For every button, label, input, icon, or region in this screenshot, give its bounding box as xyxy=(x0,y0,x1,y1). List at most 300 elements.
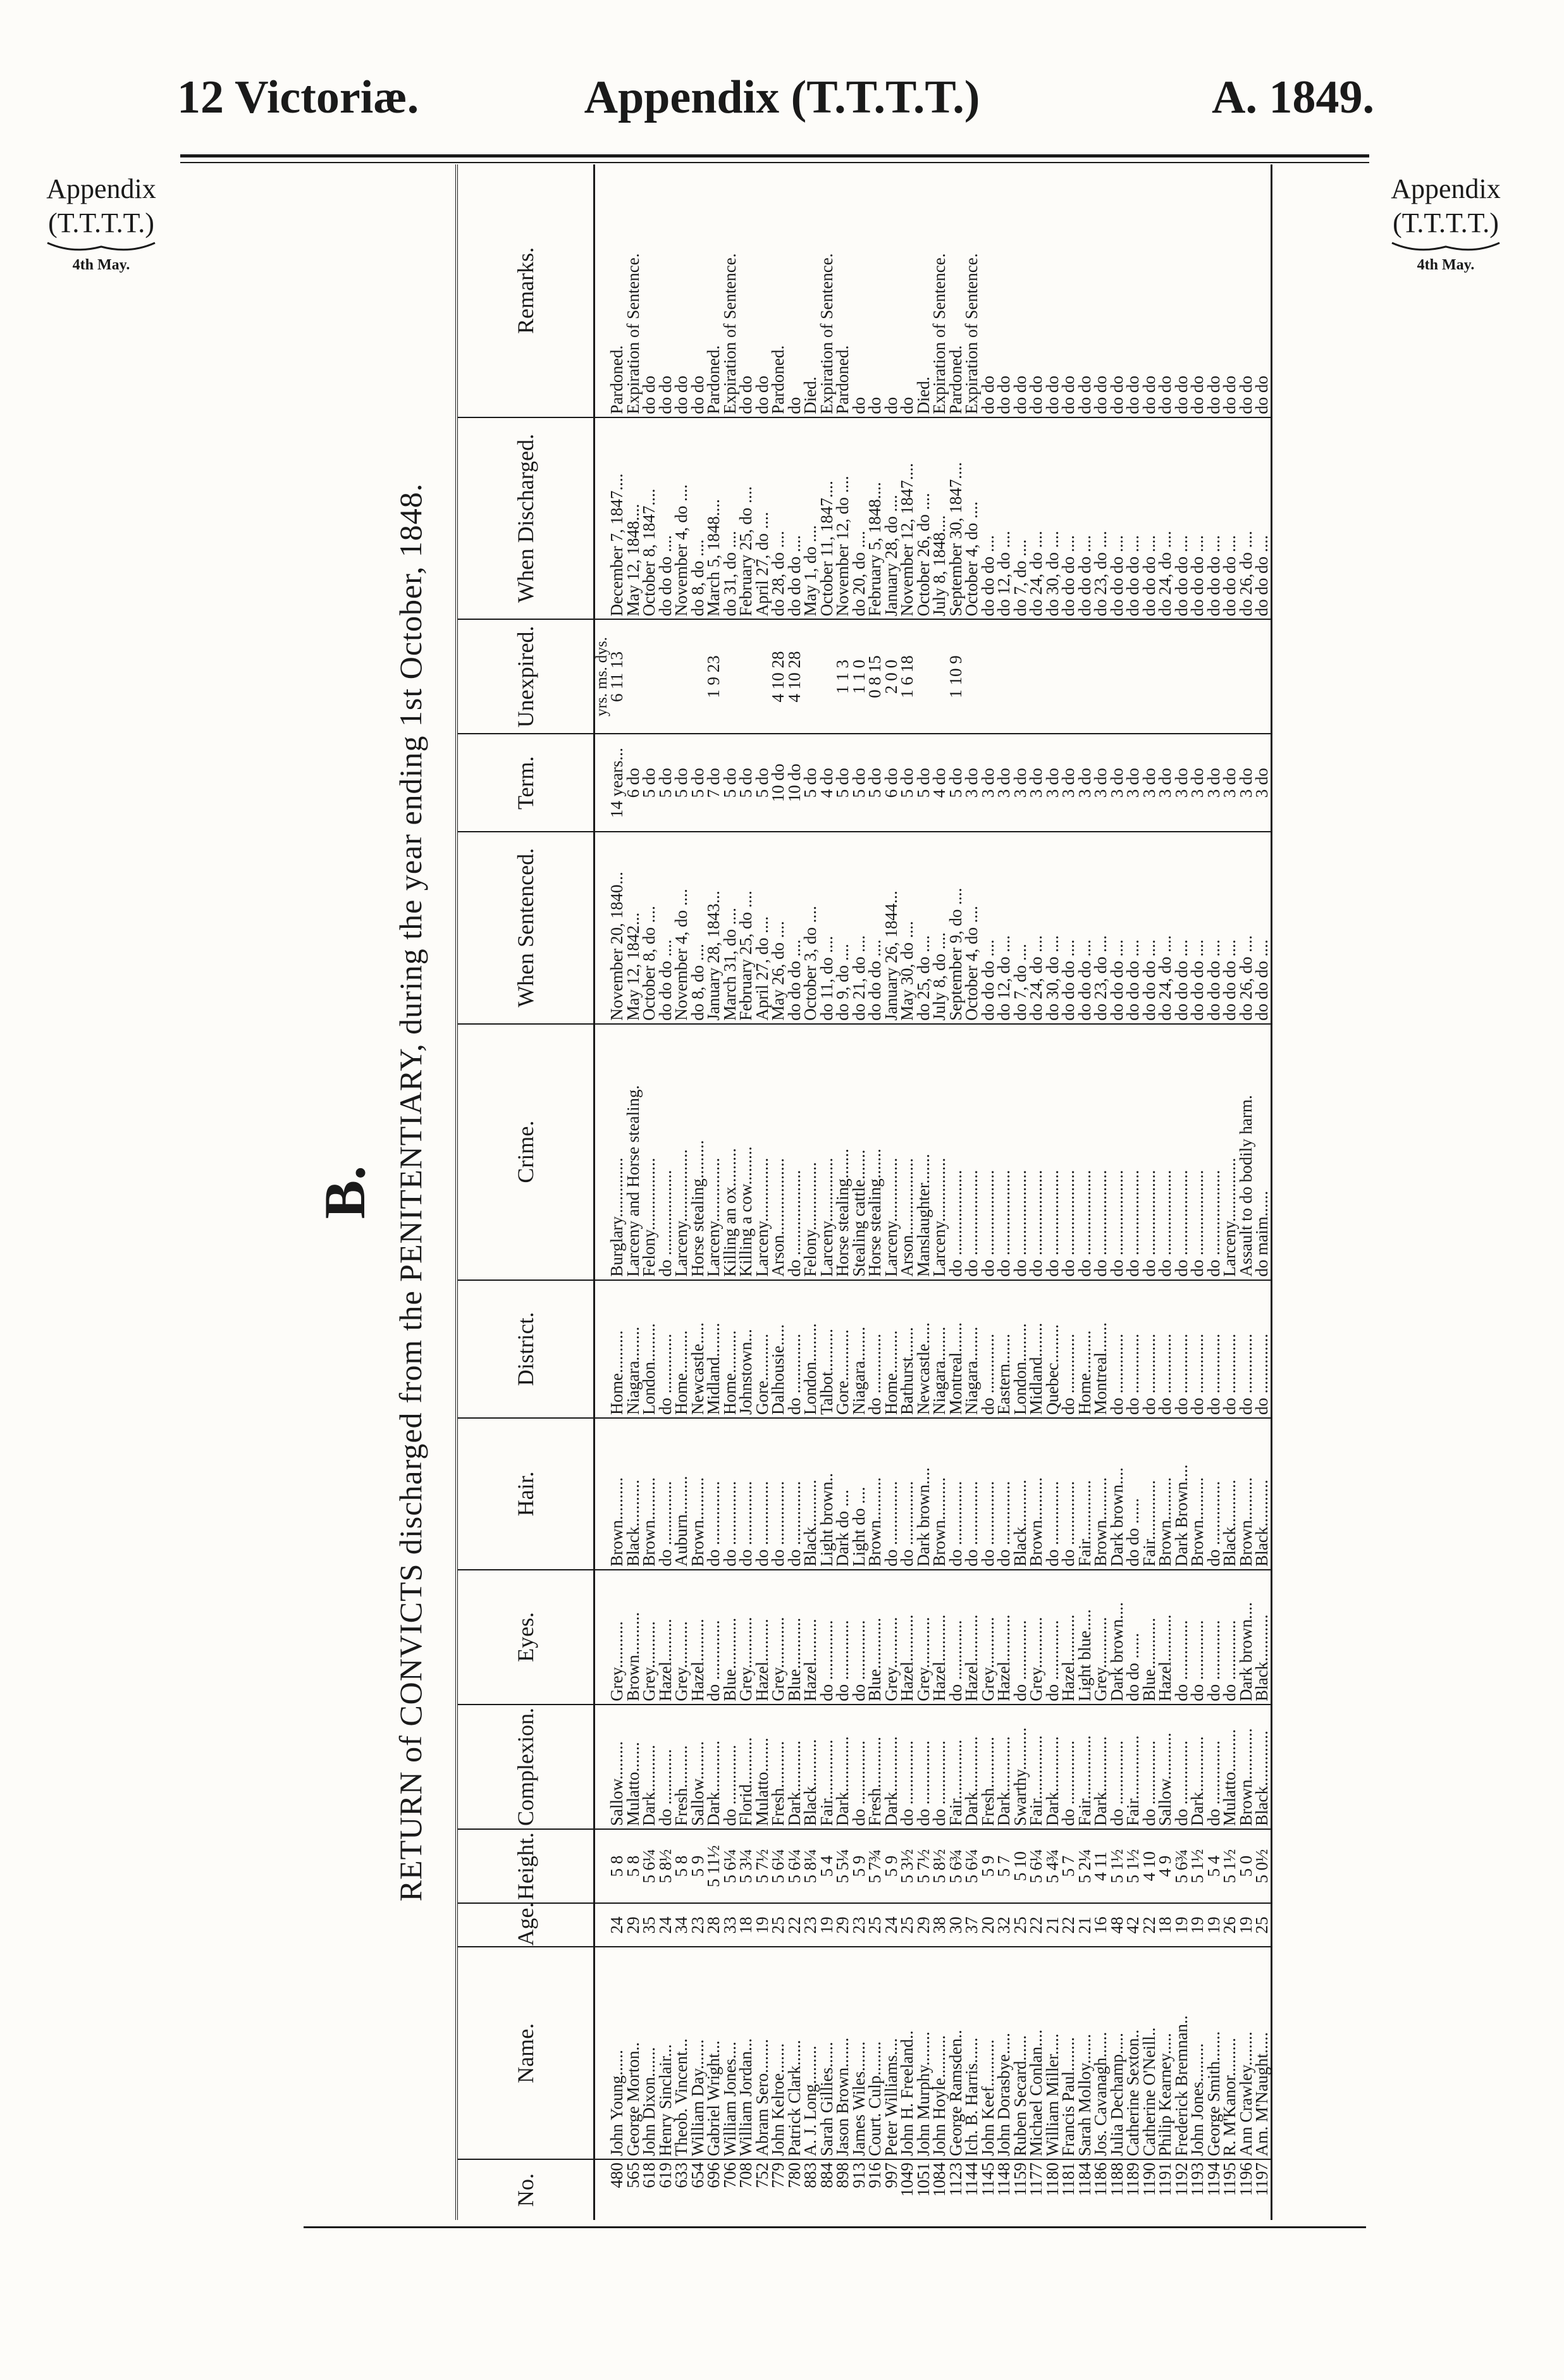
cell-eyes: do .............. xyxy=(819,1570,835,1705)
cell-crime: Burglary.............. xyxy=(609,1024,625,1280)
table-header-row xyxy=(457,164,594,2220)
cell-eyes: do .............. xyxy=(835,1570,851,1705)
cell-age: 29 xyxy=(916,1903,932,1947)
cell-name: Sarah Gillies...... xyxy=(819,1947,835,2159)
cell-district: do .............. xyxy=(1109,1280,1126,1418)
cell-unexpired: 1 6 18 xyxy=(899,619,916,734)
cell-complexion: Fresh........... xyxy=(770,1705,787,1829)
cell-crime: do .................... xyxy=(1093,1024,1109,1280)
cell-remarks: Expiration of Sentence. xyxy=(932,164,948,417)
cell-age: 22 xyxy=(787,1903,803,1947)
cell-complexion: do ............... xyxy=(1142,1705,1158,1829)
cell-when-sentenced: do do do .... xyxy=(1190,832,1206,1024)
cell-when-discharged: November 12, do .... xyxy=(835,417,851,620)
cell-eyes: Brown.......... xyxy=(625,1570,642,1705)
cell-eyes: do .............. xyxy=(706,1570,722,1705)
cell-height: 5 6¼ xyxy=(1028,1829,1045,1903)
cell-crime: Arson.................. xyxy=(770,1024,787,1280)
cell-when-sentenced: do do do .... xyxy=(867,832,884,1024)
cell-unexpired xyxy=(803,619,819,734)
cell-when-discharged: do 26, do .... xyxy=(1238,417,1255,620)
cell-no: 618 xyxy=(639,2162,658,2188)
cell-height: 5 7¾ xyxy=(867,1829,884,1903)
cell-age: 32 xyxy=(996,1903,1013,1947)
cell-unexpired xyxy=(1028,619,1045,734)
cell-district: Home.......... xyxy=(1077,1280,1093,1418)
cell-when-discharged: do do do .... xyxy=(658,417,674,620)
cell-eyes: Hazel.......... xyxy=(803,1570,819,1705)
side-appendix-word: Appendix xyxy=(46,173,156,204)
cell-height: 4 11 xyxy=(1093,1829,1109,1903)
cell-term: 6 do xyxy=(884,734,900,832)
cell-name: Abram Sero........ xyxy=(754,1947,771,2159)
cell-height: 5 7½ xyxy=(916,1829,932,1903)
cell-hair: Fair.............. xyxy=(1077,1418,1093,1570)
cell-crime: Horse stealing....... xyxy=(835,1024,851,1280)
cell-no: 1194 xyxy=(1204,2162,1223,2197)
cell-eyes: Hazel........... xyxy=(964,1570,980,1705)
cell-height: 5 9 xyxy=(851,1829,868,1903)
cell-height: 5 11½ xyxy=(706,1829,722,1903)
cell-remarks: Pardoned. xyxy=(948,164,964,417)
cell-district: Gore............ xyxy=(835,1280,851,1418)
cell-unexpired: 1 1 3 xyxy=(835,619,851,734)
cell-when-discharged: do 24, do .... xyxy=(1157,417,1174,620)
cell-when-sentenced: do 11, do .... xyxy=(819,832,835,1024)
cell-age: 19 xyxy=(1206,1903,1222,1947)
cell-term: 3 do xyxy=(1238,734,1255,832)
cell-remarks: do xyxy=(867,164,884,417)
cell-when-discharged: October 11, 1847.... xyxy=(819,417,835,620)
cell-district: do .............. xyxy=(1157,1280,1174,1418)
cell-when-sentenced: May 26, do .... xyxy=(770,832,787,1024)
cell-unexpired xyxy=(1190,619,1206,734)
cell-remarks: Pardoned. xyxy=(706,164,722,417)
cell-when-sentenced: do 12, do .... xyxy=(996,832,1013,1024)
cell-when-discharged: July 8, 1848.... xyxy=(932,417,948,620)
cell-eyes: do .............. xyxy=(1013,1570,1029,1705)
cell-district: do .............. xyxy=(1222,1280,1238,1418)
cell-no: 916 xyxy=(865,2162,884,2188)
cell-eyes: do .............. xyxy=(1206,1570,1222,1705)
cell-crime: Manslaughter....... xyxy=(916,1024,932,1280)
cell-eyes: do .............. xyxy=(1174,1570,1190,1705)
cell-term: 3 do xyxy=(1061,734,1077,832)
cell-crime: do .................... xyxy=(1061,1024,1077,1280)
cell-name: Ich. B. Harris...... xyxy=(964,1947,980,2159)
cell-remarks: do do xyxy=(1222,164,1238,417)
cell-district: Home.......... xyxy=(674,1280,690,1418)
cell-district: do .............. xyxy=(1238,1280,1255,1418)
cell-age: 19 xyxy=(1174,1903,1190,1947)
table-row xyxy=(899,164,916,2220)
table-row xyxy=(867,164,884,2220)
cell-complexion: Fair............... xyxy=(1125,1705,1142,1829)
cell-when-sentenced: do do do .... xyxy=(658,832,674,1024)
cell-when-discharged: do 20, do .... xyxy=(851,417,868,620)
cell-complexion: Swarthy.......... xyxy=(1013,1705,1029,1829)
cell-when-discharged: do do do .... xyxy=(1206,417,1222,620)
cell-crime: do .................... xyxy=(1142,1024,1158,1280)
cell-height: 5 6¼ xyxy=(641,1829,658,1903)
cell-district: London......... xyxy=(1013,1280,1029,1418)
cell-name: Julia Dechamp..... xyxy=(1109,1947,1126,2159)
cell-remarks: do xyxy=(787,164,803,417)
table-body xyxy=(594,164,1272,2220)
cell-term: 5 do xyxy=(803,734,819,832)
cell-no: 1051 xyxy=(913,2162,933,2197)
cell-height: 5 7½ xyxy=(754,1829,771,1903)
cell-height: 5 1½ xyxy=(1109,1829,1126,1903)
side-date: 4th May. xyxy=(72,257,130,273)
cell-when-sentenced: do 24, do .... xyxy=(1157,832,1174,1024)
cell-hair: Light brown.. xyxy=(819,1418,835,1570)
rotated-return-section xyxy=(310,164,1360,2220)
cell-age: 20 xyxy=(980,1903,997,1947)
cell-crime: do .................... xyxy=(1077,1024,1093,1280)
cell-crime: do maim...... xyxy=(1254,1024,1271,1280)
cell-age: 48 xyxy=(1109,1903,1126,1947)
cell-hair: Dark Brown.... xyxy=(1174,1418,1190,1570)
cell-complexion: do ............... xyxy=(1206,1705,1222,1829)
cell-when-discharged: May 1, do .... xyxy=(803,417,819,620)
cell-name: Jason Brown....... xyxy=(835,1947,851,2159)
cell-complexion: Mulatto........ xyxy=(754,1705,771,1829)
cell-age: 22 xyxy=(1028,1903,1045,1947)
cell-when-discharged: do do do .... xyxy=(1109,417,1126,620)
cell-complexion: Fair.............. xyxy=(948,1705,964,1829)
cell-term: 5 do xyxy=(738,734,754,832)
cell-height: 5 9 xyxy=(980,1829,997,1903)
cell-no: 654 xyxy=(687,2162,707,2188)
cell-unexpired xyxy=(1013,619,1029,734)
cell-when-discharged: October 4, do .... xyxy=(964,417,980,620)
cell-when-discharged: March 5, 1848.... xyxy=(706,417,722,620)
cell-eyes: Hazel.......... xyxy=(690,1570,706,1705)
cell-complexion: Dark............. xyxy=(1190,1705,1206,1829)
cell-term: 5 do xyxy=(674,734,690,832)
cell-crime: do .................... xyxy=(1125,1024,1142,1280)
cell-hair: do ............... xyxy=(948,1418,964,1570)
cell-remarks: do do xyxy=(1109,164,1126,417)
cell-hair: do ............... xyxy=(964,1418,980,1570)
cell-term: 5 do xyxy=(690,734,706,832)
cell-term: 4 do xyxy=(819,734,835,832)
cell-term: 5 do xyxy=(867,734,884,832)
cell-age: 22 xyxy=(1061,1903,1077,1947)
cell-height: 5 8¼ xyxy=(803,1829,819,1903)
cell-hair: do ............... xyxy=(738,1418,754,1570)
cell-remarks: do do xyxy=(1190,164,1206,417)
cell-when-discharged: do 12, do .... xyxy=(996,417,1013,620)
cell-when-sentenced: do do do .... xyxy=(1061,832,1077,1024)
cell-term: 3 do xyxy=(1045,734,1061,832)
cell-complexion: Dark............ xyxy=(706,1705,722,1829)
cell-crime: do .................... xyxy=(996,1024,1013,1280)
cell-complexion: do .............. xyxy=(722,1705,739,1829)
cell-eyes: do .............. xyxy=(851,1570,868,1705)
cell-age: 26 xyxy=(1222,1903,1238,1947)
cell-when-sentenced: do 7, do .... xyxy=(1013,832,1029,1024)
cell-district: do .............. xyxy=(1061,1280,1077,1418)
cell-when-sentenced: do do do .... xyxy=(1254,832,1271,1024)
cell-term: 6 do xyxy=(625,734,642,832)
cell-when-discharged: October 8, 1847.... xyxy=(641,417,658,620)
cell-height: 5 1½ xyxy=(1125,1829,1142,1903)
cell-no: 1177 xyxy=(1026,2162,1045,2197)
cell-crime: Larceny................. xyxy=(674,1024,690,1280)
cell-complexion: do ............... xyxy=(1109,1705,1126,1829)
cell-height: 5 1½ xyxy=(1222,1829,1238,1903)
cell-no: 913 xyxy=(849,2162,868,2188)
cell-hair: Brown.......... xyxy=(867,1418,884,1570)
cell-when-sentenced: do do do .... xyxy=(1077,832,1093,1024)
cell-crime: Horse stealing....... xyxy=(867,1024,884,1280)
cell-no: 696 xyxy=(704,2162,723,2188)
cell-crime: Stealing cattle....... xyxy=(851,1024,868,1280)
cell-remarks: do do xyxy=(1013,164,1029,417)
cell-remarks: Expiration of Sentence. xyxy=(964,164,980,417)
table-row xyxy=(1125,164,1142,2220)
cell-age: 25 xyxy=(899,1903,916,1947)
cell-crime: Larceny............... xyxy=(706,1024,722,1280)
cell-district: Talbot.......... xyxy=(819,1280,835,1418)
cell-complexion: Dark............. xyxy=(964,1705,980,1829)
cell-no: 1180 xyxy=(1042,2162,1062,2197)
cell-remarks: do xyxy=(851,164,868,417)
cell-crime: Horse stealing......... xyxy=(690,1024,706,1280)
cell-name: Jos. Cavanagh...... xyxy=(1093,1947,1109,2159)
side-label-right xyxy=(1376,172,1515,273)
cell-age: 38 xyxy=(932,1903,948,1947)
cell-hair: Brown.......... xyxy=(1028,1418,1045,1570)
cell-term: 10 do xyxy=(770,734,787,832)
cell-name: Patrick Clark...... xyxy=(787,1947,803,2159)
cell-name: Ann Crawley........ xyxy=(1238,1947,1255,2159)
cell-height: 5 4 xyxy=(819,1829,835,1903)
cell-when-discharged: do 7, do .... xyxy=(1013,417,1029,620)
cell-remarks: Expiration of Sentence. xyxy=(625,164,642,417)
cell-remarks: do do xyxy=(690,164,706,417)
cell-name: William Jordan... xyxy=(738,1947,754,2159)
cell-unexpired xyxy=(1093,619,1109,734)
side-date: 4th May. xyxy=(1417,257,1475,273)
cell-height: 5 0 xyxy=(1238,1829,1255,1903)
cell-age: 22 xyxy=(1142,1903,1158,1947)
cell-when-sentenced: February 25, do .... xyxy=(738,832,754,1024)
cell-term: 3 do xyxy=(980,734,997,832)
cell-when-discharged: do do do .... xyxy=(980,417,997,620)
cell-term: 5 do xyxy=(835,734,851,832)
cell-remarks: do do xyxy=(738,164,754,417)
cell-when-discharged: December 7, 1847.... xyxy=(609,417,625,620)
cell-complexion: do ............... xyxy=(1061,1705,1077,1829)
cell-unexpired xyxy=(674,619,690,734)
cell-age: 16 xyxy=(1093,1903,1109,1947)
cell-eyes: do .............. xyxy=(1190,1570,1206,1705)
cell-when-sentenced: do 24, do .... xyxy=(1028,832,1045,1024)
cell-when-discharged: November 12, 1847.... xyxy=(899,417,916,620)
cell-name: James Wiles....... xyxy=(851,1947,868,2159)
cell-term: 5 do xyxy=(851,734,868,832)
cell-name: John Dorasbye..... xyxy=(996,1947,1013,2159)
side-appendix-code: (T.T.T.T.) xyxy=(48,207,154,238)
cell-term: 3 do xyxy=(1142,734,1158,832)
cell-when-sentenced: do 26, do .... xyxy=(1238,832,1255,1024)
cell-crime: do .................... xyxy=(1157,1024,1174,1280)
cell-no: 565 xyxy=(623,2162,643,2188)
cell-name: John Hoyle.......... xyxy=(932,1947,948,2159)
table-row xyxy=(996,164,1013,2220)
cell-no: 1159 xyxy=(1010,2162,1030,2197)
cell-no: 1148 xyxy=(994,2162,1013,2197)
cell-complexion: Sallow......... xyxy=(609,1705,625,1829)
cell-crime: do .................... xyxy=(1206,1024,1222,1280)
cell-name: John Murphy........ xyxy=(916,1947,932,2159)
cell-district: Gore........... xyxy=(754,1280,771,1418)
cell-no: 708 xyxy=(736,2162,755,2188)
cell-height: 5 3½ xyxy=(899,1829,916,1903)
cell-when-sentenced: do do do .... xyxy=(1174,832,1190,1024)
cell-eyes: Grey............ xyxy=(738,1570,754,1705)
cell-height: 4 9 xyxy=(1157,1829,1174,1903)
table-row xyxy=(1157,164,1174,2220)
cell-eyes: Grey............ xyxy=(1028,1570,1045,1705)
cell-when-sentenced: July 8, do .... xyxy=(932,832,948,1024)
cell-age: 18 xyxy=(1157,1903,1174,1947)
cell-remarks: do do xyxy=(674,164,690,417)
cell-eyes: do .............. xyxy=(1222,1570,1238,1705)
cell-complexion: Dark........... xyxy=(641,1705,658,1829)
cell-name: Catherine O'Neill.. xyxy=(1142,1947,1158,2159)
cell-complexion: Dark............. xyxy=(1093,1705,1109,1829)
cell-eyes: Blue............ xyxy=(722,1570,739,1705)
cell-eyes: Hazel........... xyxy=(1157,1570,1174,1705)
cell-age: 24 xyxy=(658,1903,674,1947)
cell-when-sentenced: May 30, do .... xyxy=(899,832,916,1024)
cell-name: R. M'Kanor......... xyxy=(1222,1947,1238,2159)
cell-unexpired xyxy=(1077,619,1093,734)
cell-when-sentenced: do 8, do .... xyxy=(690,832,706,1024)
cell-age: 21 xyxy=(1077,1903,1093,1947)
cell-height: 5 6¼ xyxy=(787,1829,803,1903)
cell-age: 33 xyxy=(722,1903,739,1947)
cell-remarks: do do xyxy=(1238,164,1255,417)
cell-name: A. J. Long......... xyxy=(803,1947,819,2159)
cell-remarks: do do xyxy=(1093,164,1109,417)
cell-eyes: Grey............ xyxy=(770,1570,787,1705)
cell-age: 19 xyxy=(1190,1903,1206,1947)
cell-complexion: do ............... xyxy=(916,1705,932,1829)
cell-when-discharged: do do do .... xyxy=(1174,417,1190,620)
cell-complexion: Dark............. xyxy=(884,1705,900,1829)
col-header-when-sentenced: When Sentenced. xyxy=(457,832,594,1024)
cell-complexion: Black............. xyxy=(1254,1705,1271,1829)
cell-age: 23 xyxy=(690,1903,706,1947)
cell-age: 21 xyxy=(1045,1903,1061,1947)
cell-eyes: Grey............ xyxy=(916,1570,932,1705)
cell-name: William Jones.... xyxy=(722,1947,739,2159)
cell-unexpired xyxy=(996,619,1013,734)
cell-name: Francis Paul........ xyxy=(1061,1947,1077,2159)
cell-name: Sarah Molloy....... xyxy=(1077,1947,1093,2159)
cell-when-discharged: October 26, do .... xyxy=(916,417,932,620)
cell-unexpired: 1 1 0 xyxy=(851,619,868,734)
cell-height: 5 8½ xyxy=(932,1829,948,1903)
cell-hair: Light do .... xyxy=(851,1418,868,1570)
cell-district: do .............. xyxy=(867,1280,884,1418)
cell-crime: do .................... xyxy=(1013,1024,1029,1280)
table-row xyxy=(1222,164,1238,2220)
cell-eyes: Grey........... xyxy=(609,1570,625,1705)
cell-remarks: do do xyxy=(641,164,658,417)
cell-when-discharged: February 5, 1848.... xyxy=(867,417,884,620)
cell-when-sentenced: do do do .... xyxy=(787,832,803,1024)
cell-height: 5 6¾ xyxy=(948,1829,964,1903)
cell-unexpired xyxy=(722,619,739,734)
cell-when-sentenced: do do do .... xyxy=(1142,832,1158,1024)
cell-age: 25 xyxy=(770,1903,787,1947)
cell-unexpired: 0 8 15 xyxy=(867,619,884,734)
cell-unexpired: 2 0 0 xyxy=(884,619,900,734)
cell-complexion: Florid........... xyxy=(738,1705,754,1829)
cell-hair: do ............... xyxy=(996,1418,1013,1570)
col-header-eyes: Eyes. xyxy=(457,1570,594,1705)
cell-no: 1197 xyxy=(1254,2159,1271,2220)
cell-remarks: do do xyxy=(1077,164,1093,417)
table-title: RETURN of CONVICTS discharged from the PENITENTIARY, during the year ending 1st October, 1848. xyxy=(393,483,428,1902)
cell-term: 5 do xyxy=(948,734,964,832)
cell-term: 3 do xyxy=(1077,734,1093,832)
table-row xyxy=(1254,164,1271,2220)
cell-district: do .............. xyxy=(658,1280,674,1418)
cell-age: 18 xyxy=(738,1903,754,1947)
col-header-when-discharged: When Discharged. xyxy=(457,417,594,620)
unexpired-units: yrs. ms. dys. xyxy=(594,619,610,734)
cell-term: 3 do xyxy=(1190,734,1206,832)
table-row xyxy=(706,164,722,2220)
cell-district: Montreal....... xyxy=(1093,1280,1109,1418)
cell-eyes: Grey............ xyxy=(884,1570,900,1705)
cell-age: 30 xyxy=(948,1903,964,1947)
cell-name: John H. Freeland.. xyxy=(899,1947,916,2159)
cell-unexpired xyxy=(1254,619,1271,734)
cell-no: 1193 xyxy=(1188,2162,1207,2197)
cell-hair: Dark do .... xyxy=(835,1418,851,1570)
cell-no: 633 xyxy=(672,2162,691,2188)
cell-crime: do .................... xyxy=(658,1024,674,1280)
cell-term: 5 do xyxy=(641,734,658,832)
header-session: 12 Victoriæ. xyxy=(177,71,419,123)
cell-district: Home.......... xyxy=(722,1280,739,1418)
cell-unexpired xyxy=(980,619,997,734)
cell-when-discharged: do do do .... xyxy=(1125,417,1142,620)
cell-no: 1145 xyxy=(978,2162,997,2197)
cell-hair: do ............... xyxy=(1061,1418,1077,1570)
cell-crime: Larceny............... xyxy=(754,1024,771,1280)
cell-no: 619 xyxy=(655,2162,675,2188)
cell-unexpired xyxy=(1206,619,1222,734)
cell-unexpired xyxy=(1142,619,1158,734)
cell-crime: Arson.................. xyxy=(899,1024,916,1280)
cell-no: 1123 xyxy=(945,2162,965,2197)
cell-name: Peter Williams.... xyxy=(884,1947,900,2159)
cell-district: Midland........ xyxy=(1028,1280,1045,1418)
col-header-remarks: Remarks. xyxy=(457,164,594,417)
cell-when-sentenced: January 26, 1844... xyxy=(884,832,900,1024)
cell-remarks: do do xyxy=(1157,164,1174,417)
cell-when-sentenced: October 4, do .... xyxy=(964,832,980,1024)
